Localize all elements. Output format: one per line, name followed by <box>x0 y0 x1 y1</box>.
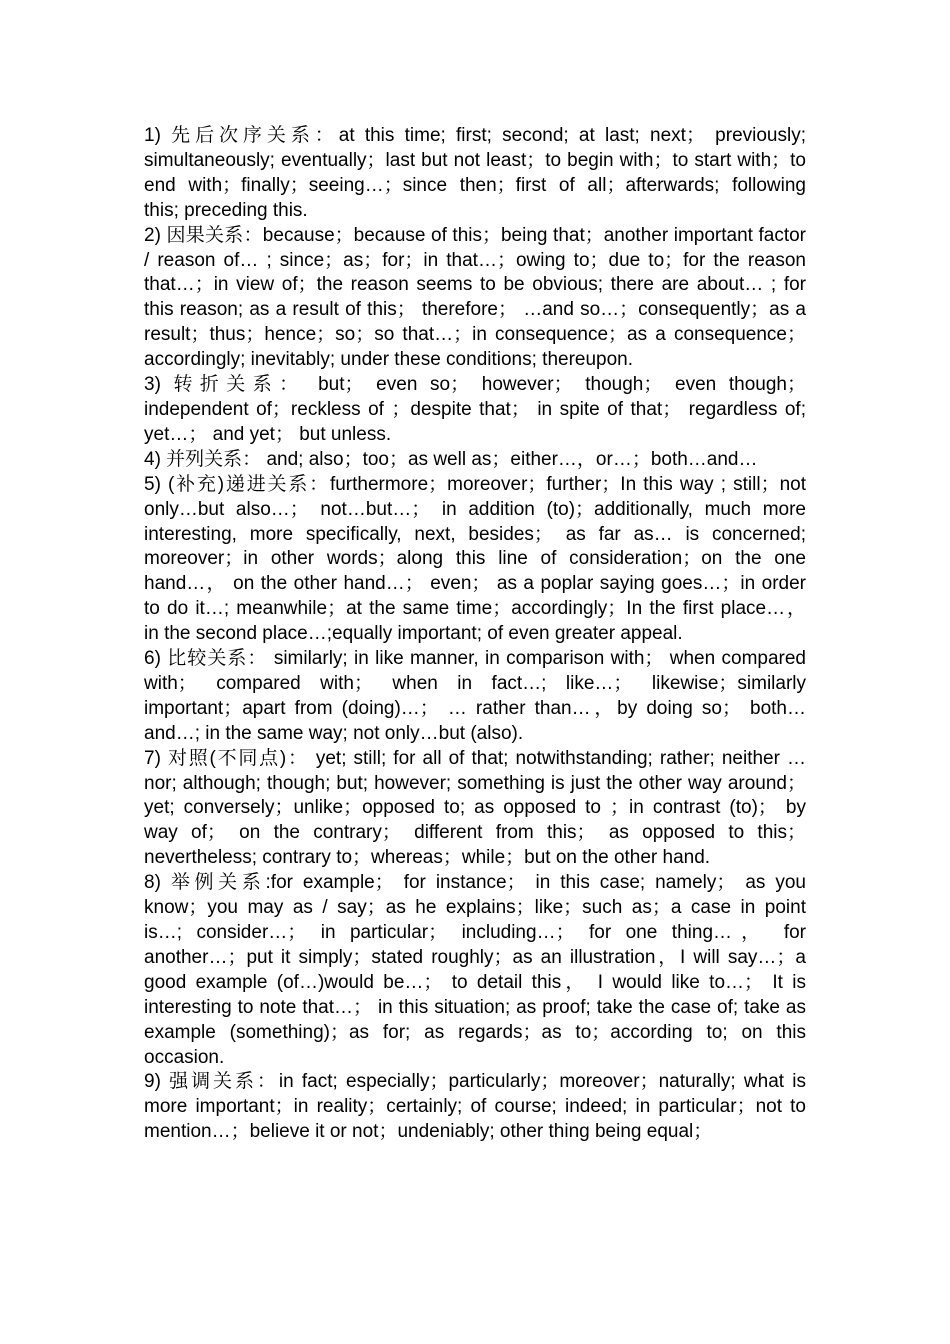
paragraph-progressive-relations: 5) (补充)递进关系：furthermore；moreover；further；In this way ; still；not only…but also…； not…but…； in addition (to)；additionally, much more interesting, more specifically, next, besides； as far as… is concerned; moreover；in other words；along this line of consideration；on the one hand…， on the other hand…； even； as a poplar saying goes…；in order to do it…; meanwhile；at the same time；accordingly；In the first place…， in the second place…;equally important; of even greater appeal. <box>144 473 806 645</box>
paragraph-sequence-relations: 1) 先后次序关系：at this time; first; second; at last; next； previously; simultaneously; eventually；last but not least；to begin with；to start with；to end with；finally；seeing…；since then；first of all；afterwards; following this; preceding this. <box>144 125 806 221</box>
paragraph-contrast-differences: 7) 对照(不同点)： yet; still; for all of that; notwithstanding; rather; neither … nor; although; though; but; however; something is just the other way around；yet; conversely；unlike；opposed to; as opposed to ；in contrast (to)； by way of； on the contrary； different from this； as opposed to this；nevertheless; contrary to；whereas；while；but on the other hand. <box>144 747 806 869</box>
paragraph-parallel-relations: 4) 并列关系： and; also；too；as well as；either…，or…；both…and… <box>144 448 758 470</box>
paragraph-example-relations: 8) 举例关系:for example； for instance； in this case; namely； as you know；you may as / say；as he explains；like；such as；a case in point is…; consider…； in particular； including…； for one thing…， for another…；put it simply；stated roughly；as an illustration，I will say…；a good example (of…)would be…； to detail this， I would like to…； It is interesting to note that…； in this situation; as proof; take the case of; take as example (something)；as for; as regards；as to；according to; on this occasion. <box>144 872 806 1068</box>
paragraph-contrast-turn-relations: 3) 转折关系： but； even so； however； though； even though；independent of；reckless of ；despite that； in spite of that； regardless of; yet…； and yet； but unless. <box>144 374 806 445</box>
document-page <box>144 124 806 1145</box>
paragraph-comparison-relations: 6) 比较关系： similarly; in like manner, in comparison with； when compared with； compared with； when in fact…; like…； likewise；similarly important；apart from (doing)…； … rather than…，by doing so； both…and…; in the same way; not only…but (also). <box>144 648 806 744</box>
paragraph-emphasis-relations: 9) 强调关系：in fact; especially；particularly；moreover；naturally; what is more important；in reality；certainly; of course; indeed; in particular；not to mention…；believe it or not；undeniably; other thing being equal； <box>144 1071 806 1143</box>
paragraph-cause-effect-relations: 2) 因果关系：because；because of this；being that；another important factor / reason of… ; since；as；for；in that…；owing to；due to；for the reason that…；in view of；the reason seems to be obvious; there are about… ; for this reason; as a result of this； therefore； …and so…；consequently；as a result；thus；hence；so；so that…；in consequence；as a consequence； accordingly; inevitably; under these conditions; thereupon. <box>144 224 806 371</box>
